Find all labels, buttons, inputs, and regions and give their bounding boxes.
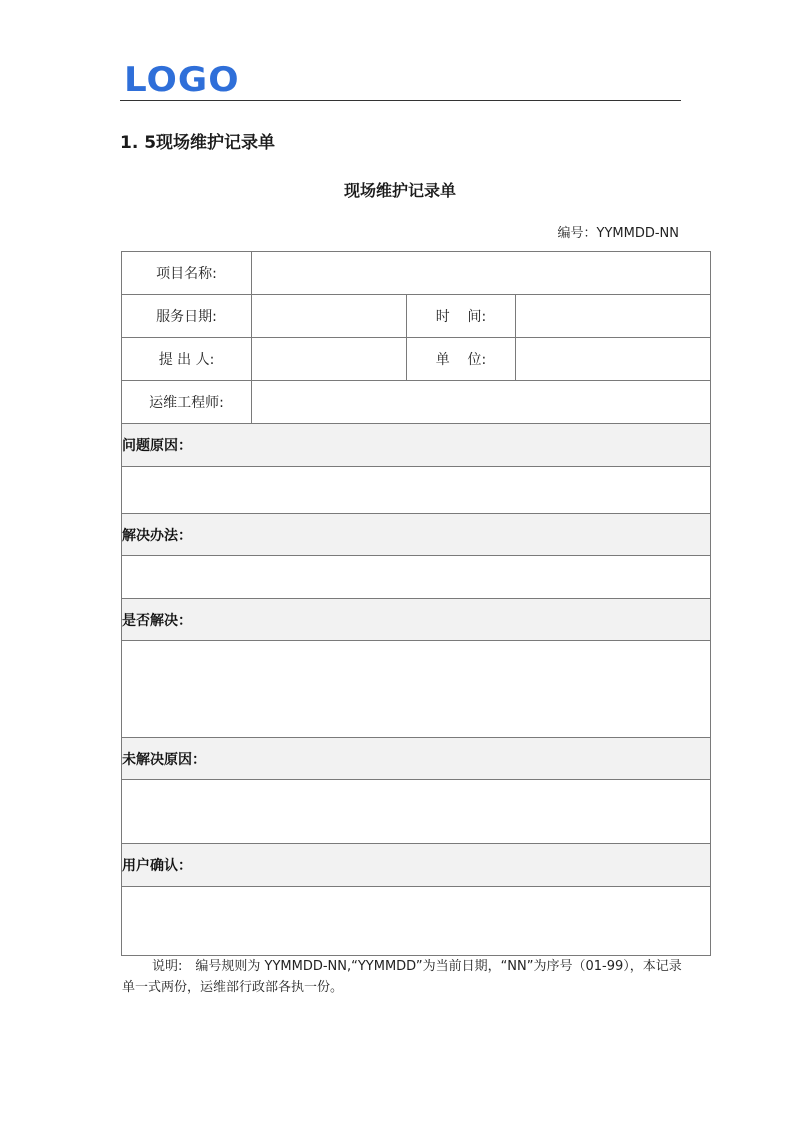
unit-field[interactable] [516, 338, 711, 381]
proposer-label: 提 出 人: [122, 338, 252, 381]
proposer-field[interactable] [252, 338, 407, 381]
user-confirm-field[interactable] [122, 887, 711, 956]
problem-cause-field[interactable] [122, 467, 711, 514]
user-confirm-header: 用户确认： [122, 844, 711, 887]
form-note: 说明: 编号规则为 YYMMDD-NN,“YYMMDD”为当前日期，“NN”为序号（01-99），本记录单一式两份，运维部行政部各执一份。 [122, 959, 682, 995]
resolved-field[interactable] [122, 641, 711, 738]
time-field[interactable] [516, 295, 711, 338]
engineer-field[interactable] [252, 381, 711, 424]
header-divider [120, 100, 681, 101]
form-title: 现场维护记录单 [343, 181, 456, 200]
unresolved-reason-header: 未解决原因： [122, 738, 711, 780]
serial-number-label: 编号：YYMMDD-NN [557, 226, 679, 241]
company-logo: LOGO [124, 60, 240, 100]
unit-label: 单 位: [407, 338, 516, 381]
engineer-label: 运维工程师: [122, 381, 252, 424]
project-name-label: 项目名称: [122, 252, 252, 295]
project-name-field[interactable] [252, 252, 711, 295]
maintenance-record-form [121, 251, 711, 956]
section-heading: 1. 5现场维护记录单 [120, 133, 276, 153]
time-label: 时 间: [407, 295, 516, 338]
unresolved-reason-field[interactable] [122, 780, 711, 844]
service-date-label: 服务日期: [122, 295, 252, 338]
solution-field[interactable] [122, 556, 711, 599]
resolved-header: 是否解决： [122, 599, 711, 641]
service-date-field[interactable] [252, 295, 407, 338]
problem-cause-header: 问题原因： [122, 424, 711, 467]
solution-header: 解决办法： [122, 514, 711, 556]
